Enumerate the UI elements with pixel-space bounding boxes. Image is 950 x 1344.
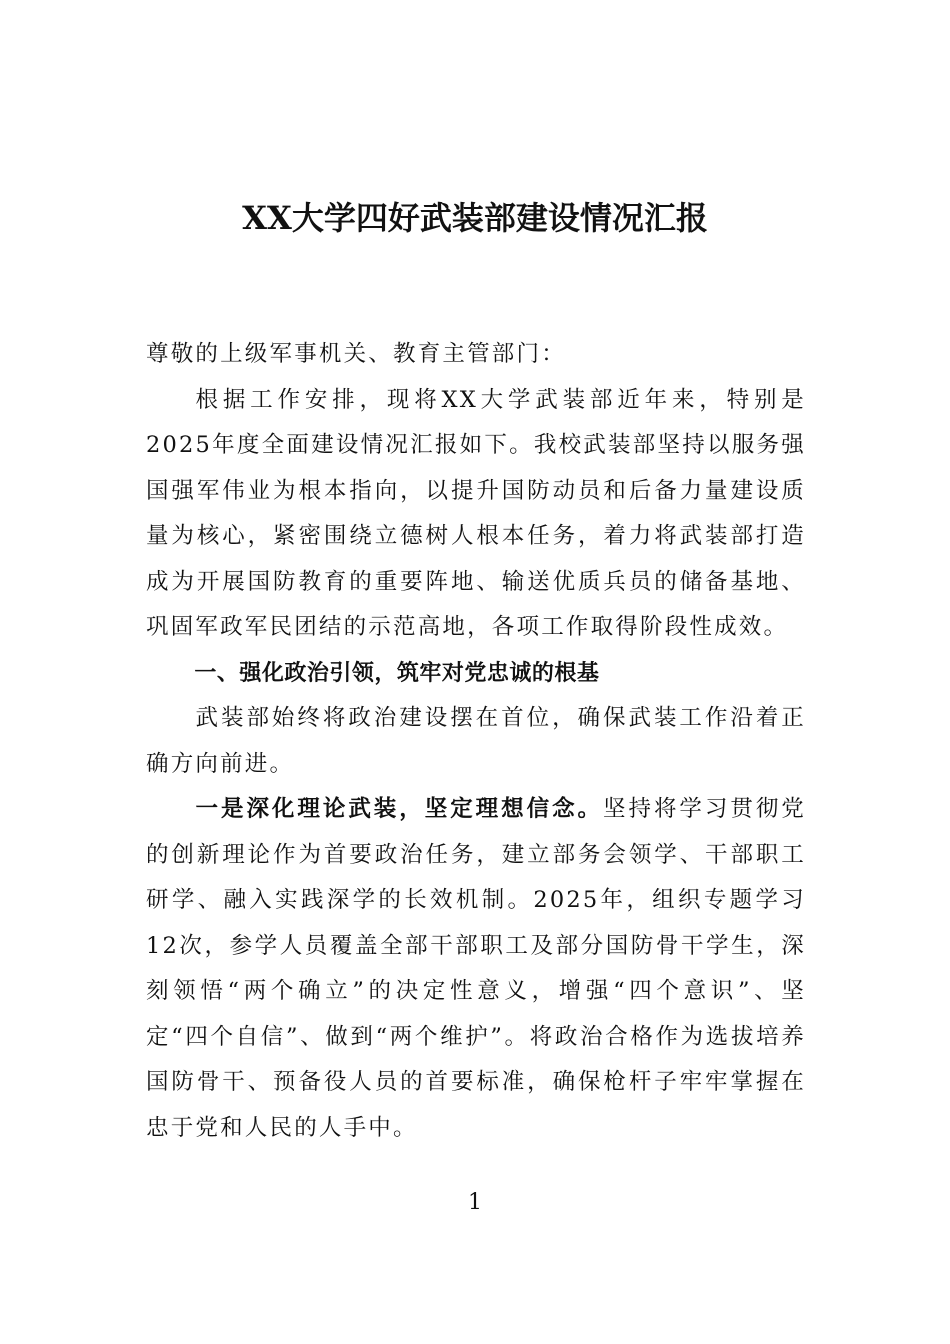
salutation: 尊敬的上级军事机关、教育主管部门： [146, 341, 566, 367]
point-paragraph [146, 787, 806, 1151]
page-number: 1 [468, 1190, 482, 1215]
section-heading: 一、强化政治引领，筑牢对党忠诚的根基 [194, 660, 600, 686]
point-lead: 一是深化理论武装，坚定理想信念。 [195, 796, 604, 822]
point-text: 坚持将学习贯彻党的创新理论作为首要政治任务，建立部务会领学、干部职工研学、融入实践深学的长效机制。2025年，组织专题学习12次，参学人员覆盖全部干部职工及部分国防骨干学生，深刻领悟“两个确立”的决定性意义，增强“四个意识”、坚定“四个自信”、做到“两个维护”。将政治合格作为选拔培养国防骨干、预备役人员的首要标准，确保枪杆子牢牢掌握在忠于党和人民的人手中。 [146, 796, 806, 1141]
document-title: XX大学四好武装部建设情况汇报 [242, 199, 708, 237]
document-body [146, 332, 806, 1151]
intro-paragraph: 根据工作安排，现将XX大学武装部近年来，特别是2025年度全面建设情况汇报如下。我校武装部坚持以服务强国强军伟业为根本指向，以提升国防动员和后备力量建设质量为核心，紧密围绕立德树人根本任务，着力将武装部打造成为开展国防教育的重要阵地、输送优质兵员的储备基地、巩固军政军民团结的示范高地，各项工作取得阶段性成效。 [146, 386, 806, 640]
section-intro-paragraph: 武装部始终将政治建设摆在首位，确保武装工作沿着正确方向前进。 [146, 705, 806, 777]
